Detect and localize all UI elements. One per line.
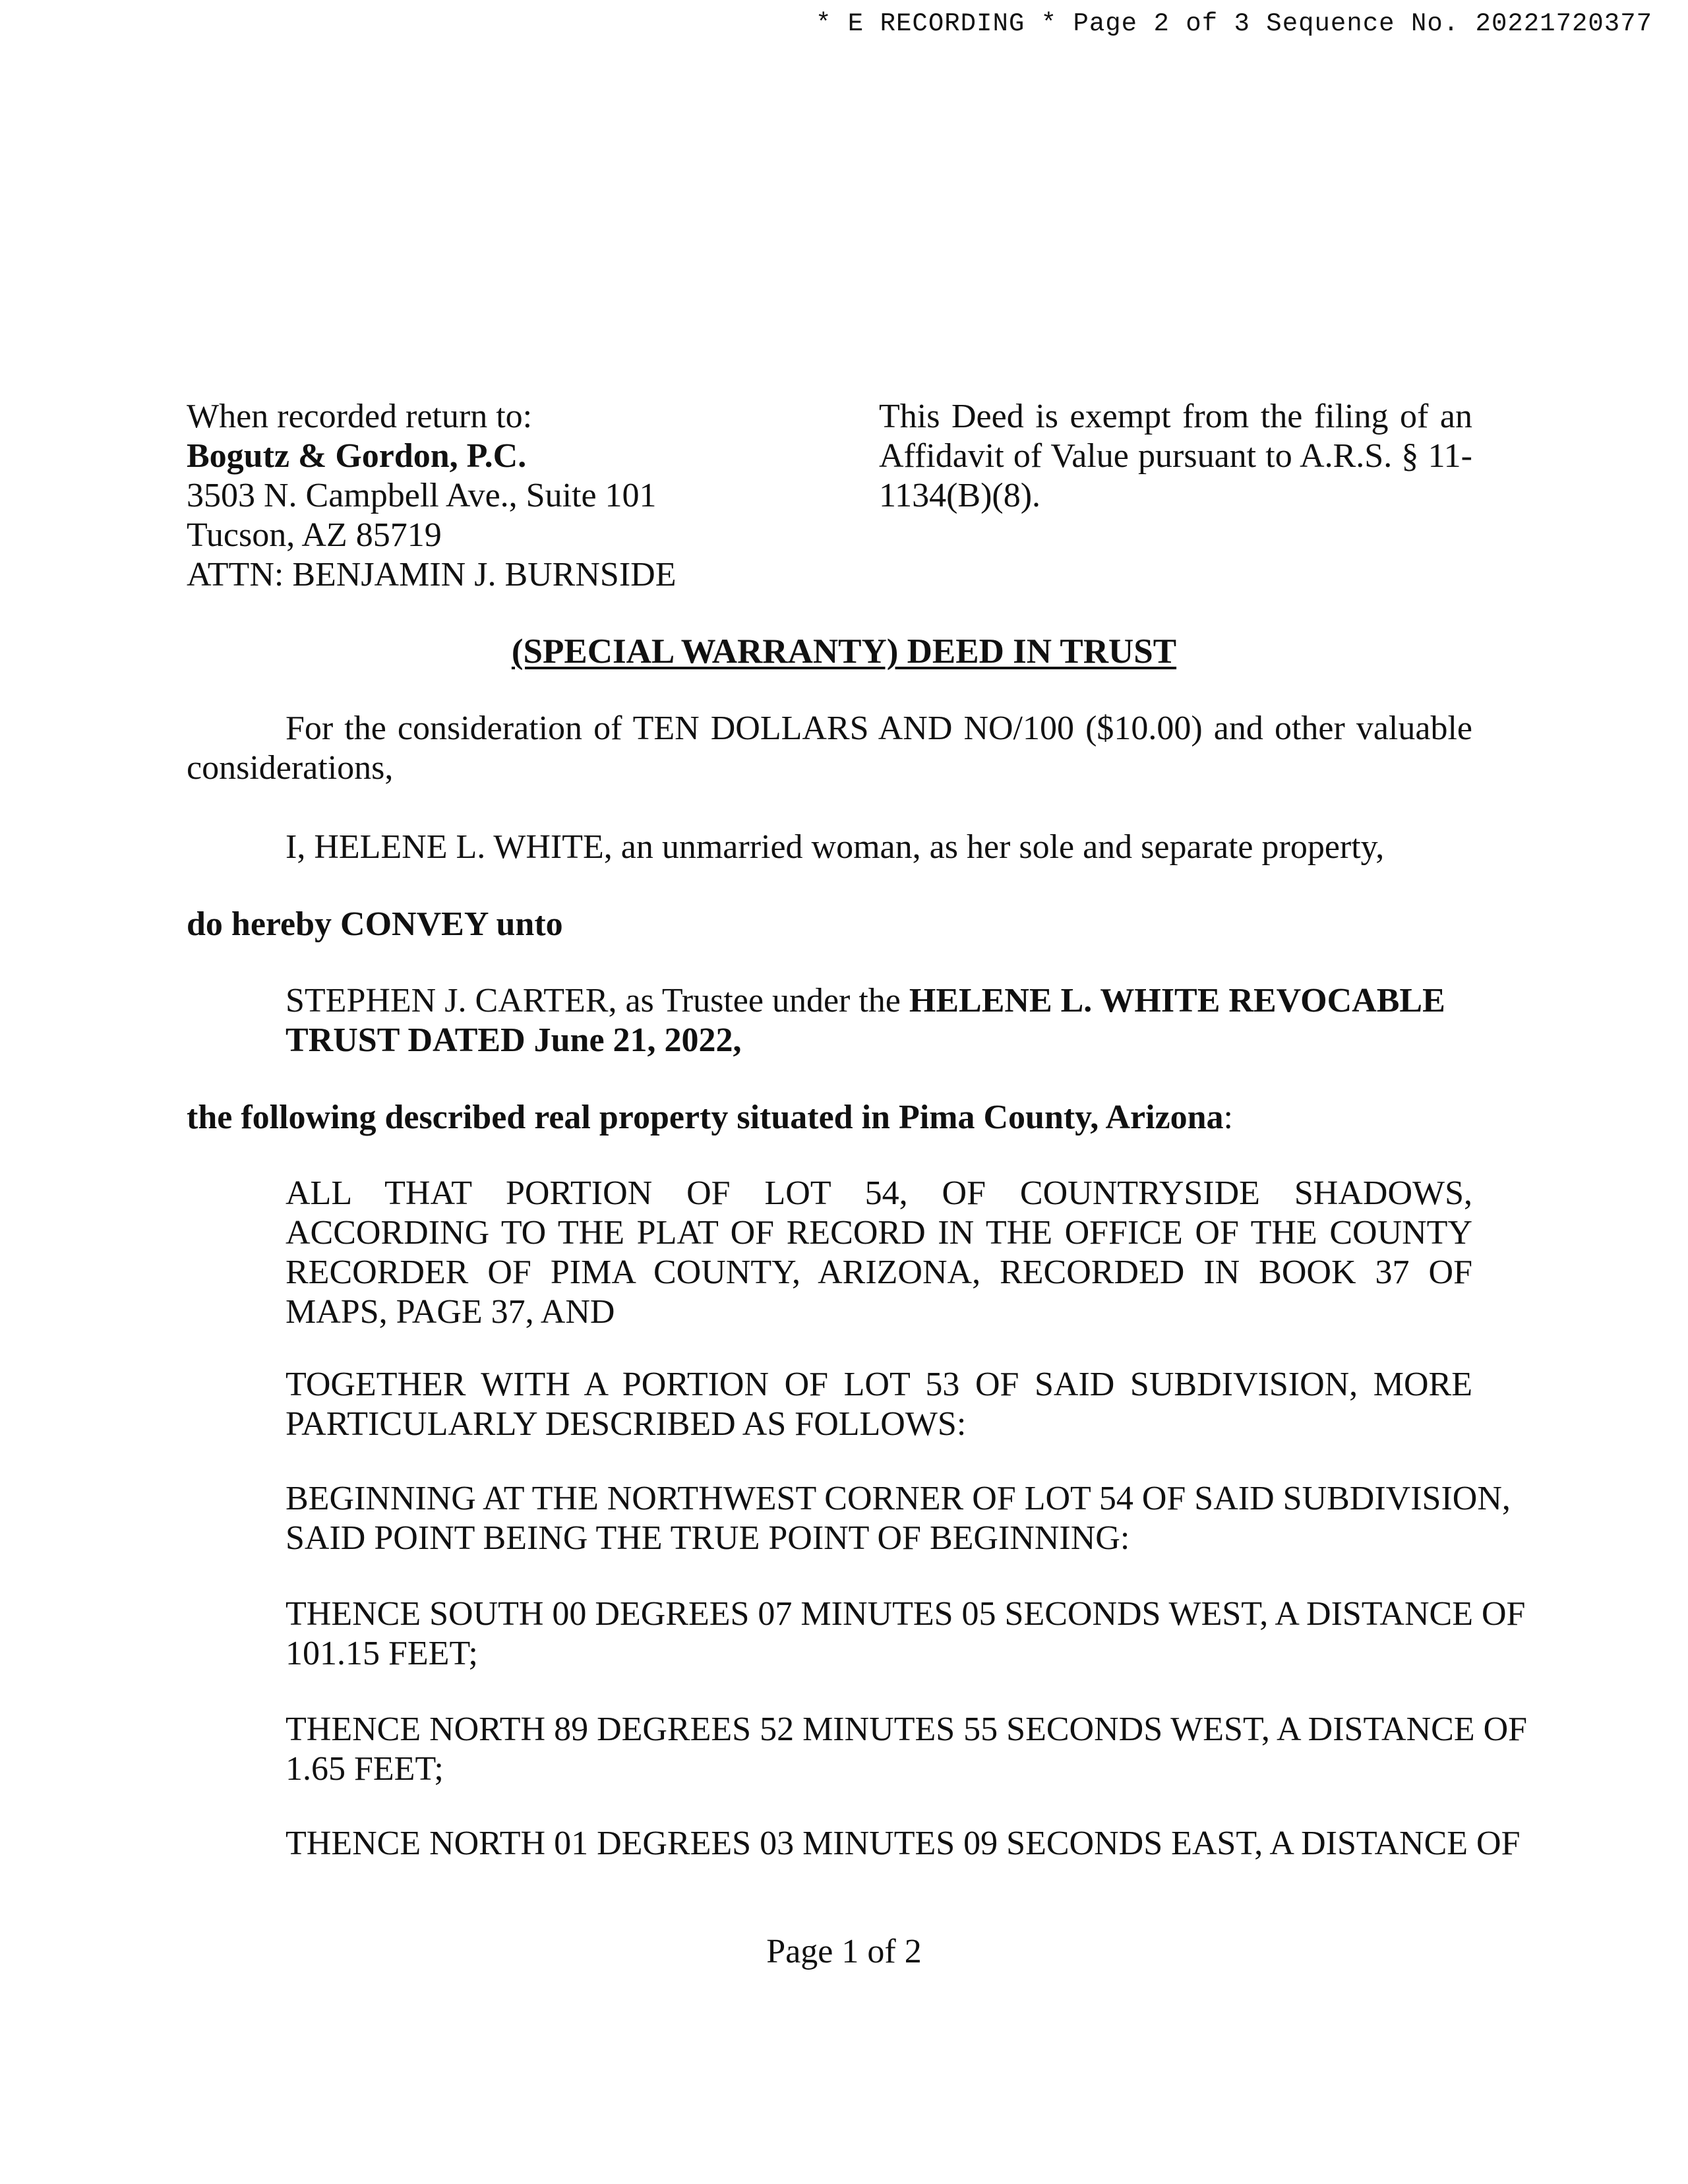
exemption-line-1: This Deed is exempt from the filing of an [879,398,1472,435]
legal-line: BEGINNING AT THE NORTHWEST CORNER OF LOT 54 OF SAID SUBDIVISION, [286,1480,1511,1517]
consideration-line-1: For the consideration of TEN DOLLARS AND NO/100 ($10.00) and other valuable [286,710,1472,747]
recording-header: * E RECORDING * Page 2 of 3 Sequence No. 20221720377 [816,9,1652,38]
return-address-line-2: Tucson, AZ 85719 [187,516,442,554]
return-address-line-1: 3503 N. Campbell Ave., Suite 101 [187,477,657,514]
consideration-paragraph [187,709,1472,788]
trust-date: TRUST DATED June 21, 2022, [286,1021,742,1059]
legal-line: MAPS, PAGE 37, AND [286,1293,615,1331]
legal-line: TOGETHER WITH A PORTION OF LOT 53 OF SAID SUBDIVISION, MORE [286,1366,1472,1403]
exemption-notice [879,397,1472,516]
return-attention: ATTN: BENJAMIN J. BURNSIDE [187,556,677,593]
legal-paragraph [286,1594,1526,1674]
legal-line: THENCE NORTH 01 DEGREES 03 MINUTES 09 SECONDS EAST, A DISTANCE OF [286,1825,1521,1862]
legal-line: ALL THAT PORTION OF LOT 54, OF COUNTRYSIDE SHADOWS, [286,1174,1472,1212]
return-address-block [187,397,676,595]
legal-line: SAID POINT BEING THE TRUE POINT OF BEGINNING: [286,1519,1130,1557]
legal-paragraph [286,1824,1521,1864]
property-intro-colon: : [1223,1099,1233,1136]
legal-line: PARTICULARLY DESCRIBED AS FOLLOWS: [286,1405,967,1443]
return-firm: Bogutz & Gordon, P.C. [187,437,527,475]
grantor-paragraph: I, HELENE L. WHITE, an unmarried woman, as her sole and separate property, [286,828,1385,866]
legal-paragraph [286,1479,1511,1558]
property-intro [187,1098,1233,1138]
convey-clause: do hereby CONVEY unto [187,905,563,943]
trust-name: HELENE L. WHITE REVOCABLE [909,982,1445,1019]
legal-paragraph [286,1365,1472,1444]
grantee-trustee: STEPHEN J. CARTER, as Trustee under the [286,982,909,1019]
return-label: When recorded return to: [187,398,533,435]
legal-line: THENCE SOUTH 00 DEGREES 07 MINUTES 05 SECONDS WEST, A DISTANCE OF [286,1595,1526,1633]
property-intro-text: the following described real property situated in Pima County, Arizona [187,1099,1224,1136]
consideration-line-2: considerations, [187,749,394,787]
legal-line: RECORDER OF PIMA COUNTY, ARIZONA, RECORDED IN BOOK 37 OF [286,1254,1472,1291]
page-number: Page 1 of 2 [766,1933,922,1970]
legal-paragraph [286,1174,1472,1332]
legal-line: ACCORDING TO THE PLAT OF RECORD IN THE OFFICE OF THE COUNTY [286,1214,1472,1252]
grantee-paragraph [286,981,1445,1060]
exemption-line-3: 1134(B)(8). [879,477,1041,514]
exemption-line-2: Affidavit of Value pursuant to A.R.S. § 11- [879,437,1472,475]
legal-line: 1.65 FEET; [286,1750,444,1788]
legal-line: 101.15 FEET; [286,1635,478,1672]
legal-paragraph [286,1710,1528,1789]
document-title: (SPECIAL WARRANTY) DEED IN TRUST [511,632,1177,671]
legal-line: THENCE NORTH 89 DEGREES 52 MINUTES 55 SECONDS WEST, A DISTANCE OF [286,1711,1528,1748]
